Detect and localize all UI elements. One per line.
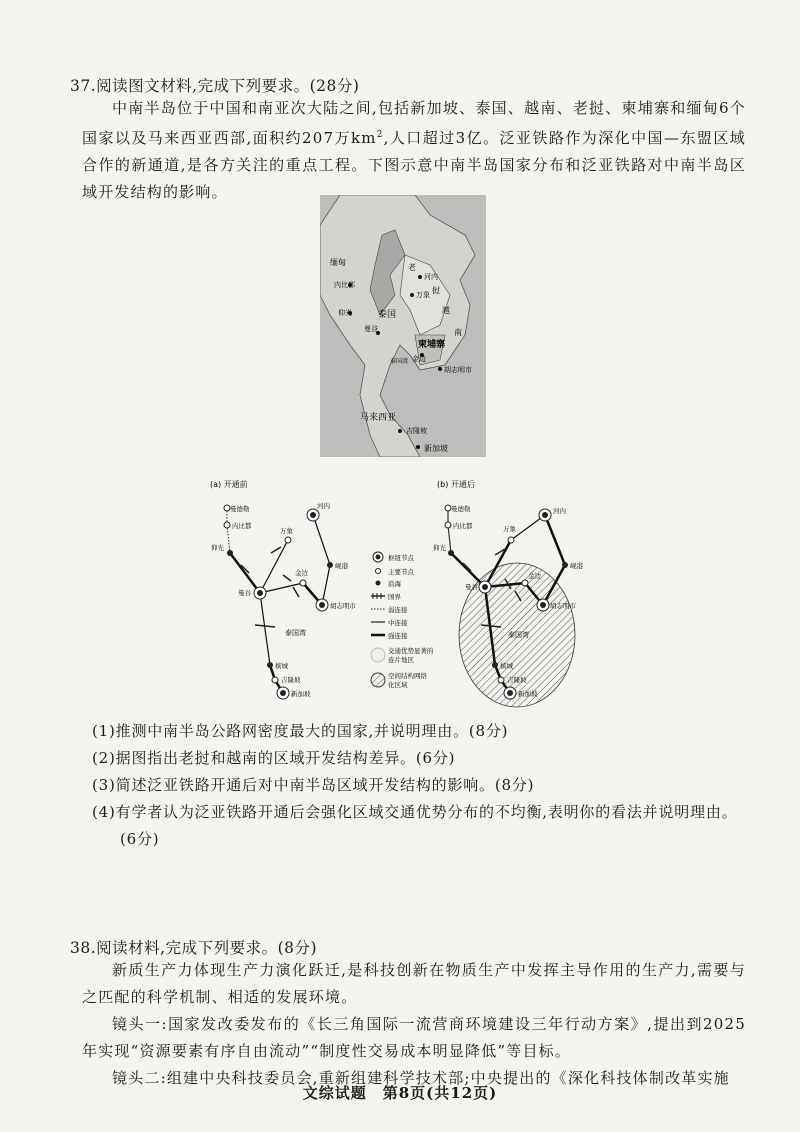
svg-text:胡志明市: 胡志明市 [550, 602, 576, 610]
map-city-phnompenh: 金边 [412, 355, 426, 363]
legend-advantage-b: 连片地区 [388, 656, 414, 664]
svg-text:槟城: 槟城 [500, 662, 513, 670]
node-vientiane [285, 537, 291, 543]
node-naypyidaw [224, 522, 230, 528]
svg-text:岘港: 岘港 [335, 562, 348, 570]
q37-sub4: (4)有学者认为泛亚铁路开通后会强化区域交通优势分布的不均衡,表明你的看法并说明理由。(6分) [92, 803, 738, 848]
legend-main: 主要节点 [388, 568, 414, 576]
svg-text:新加坡: 新加坡 [291, 690, 311, 698]
diagram-a-label: (a) 开通前 [210, 480, 248, 489]
map-city-vientiane: 万象 [416, 291, 430, 299]
map-city-naypyidaw: 内比都 [334, 281, 355, 289]
legend-coastal: 沿海 [388, 580, 401, 588]
svg-text:曼谷: 曼谷 [238, 589, 251, 597]
border-marks-a [241, 547, 299, 627]
q37-material [82, 95, 746, 206]
svg-text:吉隆坡: 吉隆坡 [281, 676, 301, 684]
svg-text:新加坡: 新加坡 [518, 690, 538, 698]
map-city-hcmc: 胡志明市 [444, 366, 472, 374]
svg-text:内比都: 内比都 [232, 522, 252, 530]
svg-text:岘港: 岘港 [570, 562, 583, 570]
development-structure-diagram [205, 475, 605, 710]
svg-text:仰光: 仰光 [211, 544, 224, 552]
map-label-laos2: 挝 [432, 286, 440, 295]
node-penang [267, 662, 273, 668]
map-dot-vientiane [410, 293, 414, 297]
q38-p3: 镜头二:组建中央科技委员会,重新组建科学技术部;中央提出的《深化科技体制改革实施 [112, 1069, 730, 1087]
node-danang [327, 562, 333, 568]
map-label-thailand: 泰国 [378, 310, 397, 320]
q37-sub2: (2)据图指出老挝和越南的区域开发结构差异。(6分) [92, 749, 456, 767]
q37-sub1: (1)推测中南半岛公路网密度最大的国家,并说明理由。(8分) [92, 722, 509, 740]
q37-heading: 37.阅读图文材料,完成下列要求。(28分) [70, 77, 360, 95]
map-city-hanoi: 河内 [424, 273, 438, 281]
diagram-b-label: (b) 开通后 [437, 480, 475, 489]
node-kualalumpur [272, 677, 278, 683]
map-label-myanmar: 缅甸 [330, 258, 346, 267]
q38-heading: 38.阅读材料,完成下列要求。(8分) [70, 939, 318, 957]
svg-text:吉隆坡: 吉隆坡 [507, 676, 527, 684]
svg-text:万象: 万象 [280, 527, 293, 535]
map-city-singapore: 新加坡 [424, 444, 448, 453]
map-city-yangon: 仰光 [338, 309, 352, 317]
legend-advantage-a: 交通优势显著的 [388, 647, 434, 655]
svg-text:胡志明市: 胡志明市 [330, 602, 356, 610]
map-city-kualalumpur: 吉隆坡 [406, 427, 427, 435]
svg-text:曼谷: 曼谷 [465, 583, 478, 591]
legend-medium: 中连接 [388, 619, 408, 627]
diagram-before [211, 501, 357, 699]
svg-text:金边: 金边 [528, 572, 541, 580]
q38-p2: 镜头一:国家发改委发布的《长三角国际一流营商环境建设三年行动方案》,提出到2025年实现“资源要素有序自由流动”“制度性交易成本明显降低”等目标。 [82, 1015, 746, 1060]
map-dot-hcmc [438, 367, 442, 371]
svg-text:槟城: 槟城 [275, 662, 288, 670]
q37-sub3: (3)简述泛亚铁路开通后对中南半岛区域开发结构的影响。(8分) [92, 776, 535, 794]
indochina-map [320, 195, 486, 457]
svg-text:泰国湾: 泰国湾 [285, 629, 306, 637]
svg-text:曼德勒: 曼德勒 [451, 505, 471, 513]
diagram-legend [371, 552, 434, 689]
legend-network-b: 化区域 [388, 681, 408, 689]
q37-paragraph: 中南半岛位于中国和南亚次大陆之间,包括新加坡、泰国、越南、老挝、柬埔寨和缅甸6个国家以及马来西亚西部,面积约207万$km^2$,人口超过3亿。泛亚铁路作为深化中国—东盟区域合作的新通道,是各方关注的重点工程。下图示意中南半岛国家分布和泛亚铁路对中南半岛区域开发结构的影响。 [82, 99, 746, 201]
svg-text:内比都: 内比都 [453, 522, 473, 530]
svg-text:仰光: 仰光 [433, 544, 446, 552]
node-phnompenh [300, 580, 306, 586]
map-dot-singapore [416, 445, 420, 449]
map-dot-kualalumpur [398, 429, 402, 433]
q37-subquestions [92, 718, 752, 853]
legend-border: 国界 [388, 593, 401, 601]
map-label-gulf: 泰国湾 [390, 358, 409, 365]
legend-network-a: 空间结构网络 [388, 672, 427, 680]
map-label-vietnam2: 南 [454, 328, 462, 337]
legend-weak: 弱连接 [388, 606, 408, 614]
q38-p1: 新质生产力体现生产力演化跃迁,是科技创新在物质生产中发挥主导作用的生产力,需要与之匹配的科学机制、相适的发展环境。 [82, 961, 746, 1006]
map-label-cambodia: 柬埔寨 [418, 340, 446, 350]
svg-text:泰国湾: 泰国湾 [508, 631, 529, 639]
svg-text:河内: 河内 [317, 502, 330, 510]
map-label-malaysia: 马来西亚 [360, 413, 397, 423]
map-label-laos: 老 [408, 263, 416, 272]
node-yangon [227, 550, 233, 556]
map-city-bangkok: 曼谷 [364, 325, 378, 333]
svg-text:曼德勒: 曼德勒 [230, 505, 250, 513]
svg-text:河内: 河内 [553, 507, 566, 515]
legend-strong: 强连接 [388, 632, 408, 640]
q38-material [82, 957, 746, 1092]
diagram-after [433, 504, 584, 707]
svg-text:万象: 万象 [503, 525, 516, 533]
legend-hub: 枢纽节点 [388, 554, 414, 562]
svg-text:金边: 金边 [295, 569, 308, 577]
map-label-vietnam: 越 [442, 306, 450, 315]
page-footer: 文综试题 第8页(共12页) [302, 1084, 498, 1102]
map-dot-hanoi [418, 275, 422, 279]
